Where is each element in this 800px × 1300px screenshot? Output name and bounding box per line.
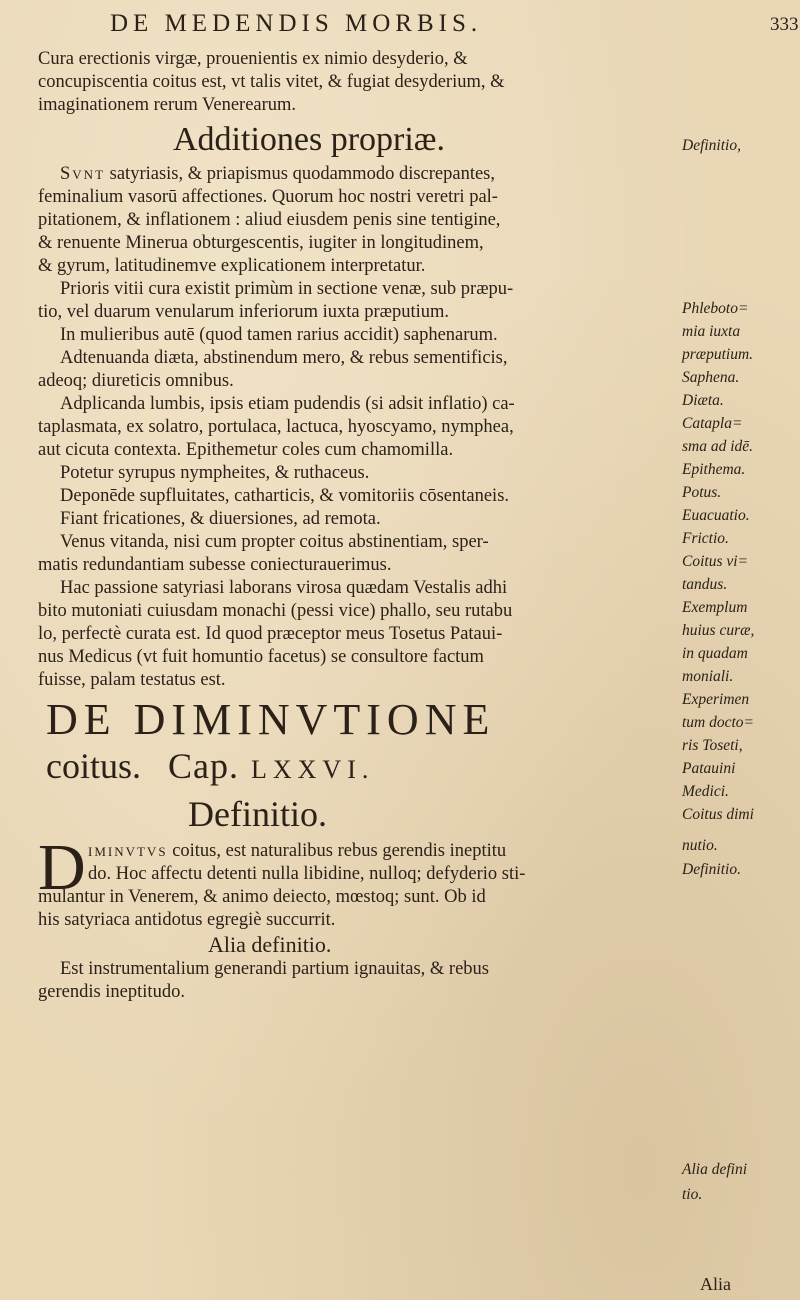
text-line: matis redundantiam subesse coniecturauerimus.: [38, 555, 392, 575]
margin-note: huius curæ,: [682, 622, 755, 639]
margin-note: tum docto=: [682, 714, 755, 731]
chapter-label: Cap.: [168, 746, 239, 786]
margin-note: Euacuatio.: [682, 507, 750, 524]
alia-definitio-heading: Alia definitio.: [208, 932, 332, 957]
chapter-subtitle-word: coitus.: [46, 746, 141, 786]
text-line: concupiscentia coitus est, vt talis vitet, & fugiat desyderium, &: [38, 72, 505, 92]
text-line: do. Hoc affectu detenti nulla libidine, nulloq; defyderio sti-: [88, 864, 526, 884]
chapter-number: LXXVI.: [251, 755, 375, 784]
text-line: Adplicanda lumbis, ipsis etiam pudendis (si adsit inflatio) ca-: [60, 394, 515, 414]
text-line: Cura erectionis virgæ, prouenientis ex nimio desyderio, &: [38, 49, 468, 69]
text-line: [38, 840, 688, 863]
text-line: Adtenuanda diæta, abstinendum mero, & rebus sementificis,: [60, 348, 508, 368]
text-line-rest: satyriasis, & priapismus quodammodo discrepantes,: [105, 164, 495, 184]
margin-note: tandus.: [682, 576, 728, 593]
margin-note: Definitio.: [682, 861, 741, 878]
text-line: & gyrum, latitudinemve explicationem interpretatur.: [38, 256, 426, 276]
margin-note: ris Toseti,: [682, 737, 743, 754]
margin-note: Exemplum: [682, 599, 748, 616]
text-line: Hac passione satyriasi laborans virosa quædam Vestalis adhi: [60, 578, 508, 598]
margin-note: Catapla=: [682, 415, 743, 432]
text-line: fuisse, palam testatus est.: [38, 670, 226, 690]
text-line: pitationem, & inflationem : aliud eiusdem penis sine tentigine,: [38, 210, 501, 230]
margin-note: Coitus vi=: [682, 553, 749, 570]
text-line: nus Medicus (vt fuit homuntio facetus) se consultore factum: [38, 647, 484, 667]
diminutio-paragraph: [38, 886, 688, 932]
text-line: feminalium vasorū affectiones. Quorum hoc nostri veretri pal-: [38, 187, 498, 207]
margin-note: tio.: [682, 1186, 703, 1203]
text-line: adeoq; diureticis omnibus.: [38, 371, 234, 391]
margin-note: Epithema.: [682, 461, 746, 478]
text-line: Est instrumentalium generandi partium ignauitas, & rebus: [60, 959, 490, 979]
margin-note: in quadam: [682, 645, 748, 662]
text-line: [38, 163, 688, 186]
text-line: Fiant fricationes, & diuersiones, ad remota.: [60, 509, 381, 529]
text-line: taplasmata, ex solatro, portulaca, lactuca, hyoscyamo, nymphea,: [38, 417, 514, 437]
page-header: [80, 10, 800, 44]
chapter-subtitle: [46, 746, 688, 786]
text-line: imaginationem rerum Venerearum.: [38, 95, 297, 115]
margin-note: Saphena.: [682, 369, 740, 386]
margin-note: Diæta.: [682, 392, 724, 409]
margin-note: moniali.: [682, 668, 734, 685]
text-line: lo, perfectè curata est. Id quod præceptor meus Tosetus Pataui-: [38, 624, 503, 644]
dropcap-letter: D: [38, 831, 86, 904]
alia-paragraph: [38, 958, 688, 1004]
margin-note: Frictio.: [682, 530, 729, 547]
margin-note: Phleboto=: [682, 300, 749, 317]
initial-word: Svnt: [60, 164, 106, 184]
intro-paragraph: [38, 48, 688, 117]
margin-note: Medici.: [682, 783, 729, 800]
text-line: his satyriaca antidotus egregiè succurrit.: [38, 910, 336, 930]
text-line: tio, vel duarum venularum inferiorum iuxta præputium.: [38, 302, 450, 322]
running-head: DE MEDENDIS MORBIS.: [110, 10, 483, 37]
text-line: Venus vitanda, nisi cum propter coitus abstinentiam, sper-: [60, 532, 489, 552]
text-line: Potetur syrupus nympheites, & ruthaceus.: [60, 463, 370, 483]
text-line: bito mutoniati cuiusdam monachi (pessi vice) phallo, seu rutabu: [38, 601, 513, 621]
margin-note: mia iuxta: [682, 323, 741, 340]
margin-note: Patauini: [682, 760, 736, 777]
text-line: Prioris vitii cura existit primùm in sectione venæ, sub præpu-: [60, 279, 514, 299]
text-line: In mulieribus autē (quod tamen rarius accidit) saphenarum.: [60, 325, 498, 345]
margin-note: Definitio,: [682, 137, 741, 154]
text-line: gerendis ineptitudo.: [38, 982, 185, 1002]
main-text-column: [38, 48, 688, 1004]
margin-note: Coitus dimi: [682, 806, 754, 823]
margin-note: præputium.: [682, 346, 754, 363]
definition-paragraph: [38, 186, 688, 278]
margin-note: sma ad idē.: [682, 438, 754, 455]
chapter-title: DE DIMINVTIONE: [46, 695, 496, 744]
margin-note: nutio.: [682, 837, 718, 854]
cure-paragraphs: [38, 278, 688, 692]
page-number: 333: [770, 14, 799, 35]
text-line: & renuente Minerua obturgescentis, iugiter in longitudinem,: [38, 233, 484, 253]
text-line-rest: coitus, est naturalibus rebus gerendis ineptitu: [167, 841, 507, 861]
margin-note: Alia defini: [682, 1161, 748, 1178]
margin-note: Potus.: [682, 484, 722, 501]
definitio-heading: Definitio.: [188, 794, 327, 834]
text-line: Deponēde supfluitates, catharticis, & vomitoriis cōsentaneis.: [60, 486, 510, 506]
text-line: mulantur in Venerem, & animo deiecto, mœstoq; sunt. Ob id: [38, 887, 486, 907]
text-line: aut cicuta contexta. Epithemetur coles cum chamomilla.: [38, 440, 454, 460]
section-heading-additiones: Additiones propriæ.: [173, 121, 445, 158]
dropcap-word-rest: iminvtvs: [88, 841, 168, 861]
catchword: Alia: [700, 1274, 731, 1294]
margin-note: Experimen: [682, 691, 750, 708]
